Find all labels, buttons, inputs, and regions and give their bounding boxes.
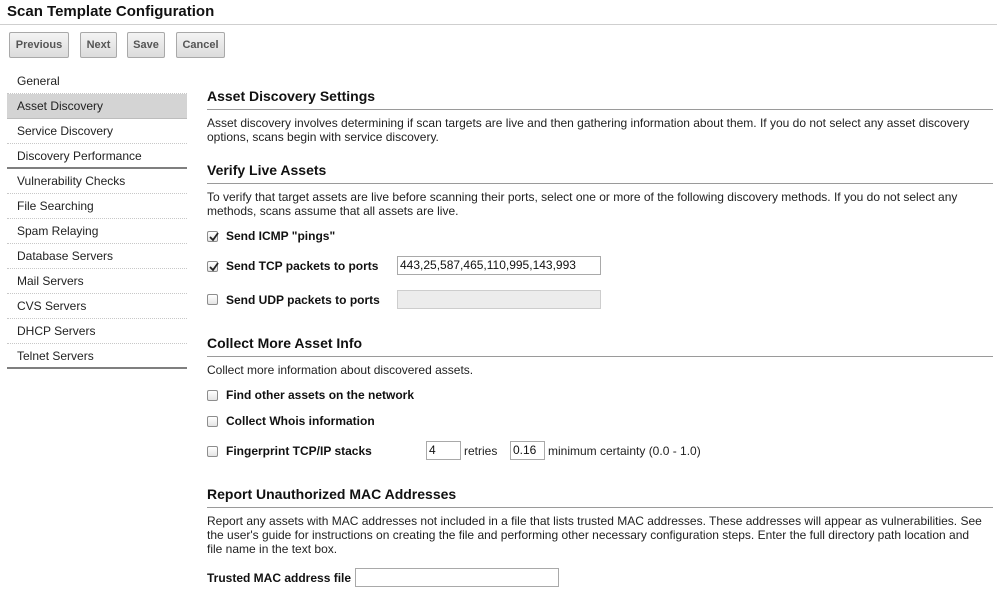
asset-discovery-heading: Asset Discovery Settings [207, 88, 376, 104]
mac-description: Report any assets with MAC addresses not included in a file that lists trusted MAC addresses. These addresses will appear as vulnerabilities. See the user's guide for instructions on creating the file and performing other necessary configuration steps. Enter the full directory path location and file name in the text box. [207, 514, 982, 556]
sidebar-item-spam-relaying[interactable]: Spam Relaying [7, 219, 187, 244]
sidebar-nav [7, 69, 187, 369]
icmp-checkbox[interactable] [207, 231, 218, 242]
fingerprint-checkbox[interactable] [207, 446, 218, 457]
certainty-input[interactable]: 0.16 [510, 441, 545, 460]
whois-label: Collect Whois information [226, 414, 375, 428]
fingerprint-label: Fingerprint TCP/IP stacks [226, 444, 372, 458]
section-divider [207, 109, 993, 110]
section-divider [207, 507, 993, 508]
udp-checkbox[interactable] [207, 294, 218, 305]
checkmark-icon [208, 231, 220, 243]
mac-heading: Report Unauthorized MAC Addresses [207, 486, 457, 502]
section-divider [207, 356, 993, 357]
next-button[interactable]: Next [80, 32, 117, 58]
sidebar-item-service-discovery[interactable]: Service Discovery [7, 119, 187, 144]
sidebar-item-discovery-performance[interactable]: Discovery Performance [7, 144, 187, 169]
sidebar-item-cvs-servers[interactable]: CVS Servers [7, 294, 187, 319]
verify-live-description: To verify that target assets are live before scanning their ports, select one or more of the following discovery methods. If you do not select any methods, scans assume that all assets are live. [207, 190, 958, 218]
asset-discovery-description: Asset discovery involves determining if scan targets are live and then gathering information about them. If you do not select any asset discovery options, scans begin with service discovery. [207, 116, 970, 144]
certainty-label: minimum certainty (0.0 - 1.0) [548, 444, 701, 458]
sidebar-item-mail-servers[interactable]: Mail Servers [7, 269, 187, 294]
sidebar-item-general[interactable]: General [7, 69, 187, 94]
verify-live-heading: Verify Live Assets [207, 162, 327, 178]
find-other-assets-label: Find other assets on the network [226, 388, 415, 402]
sidebar-item-dhcp-servers[interactable]: DHCP Servers [7, 319, 187, 344]
title-divider [0, 24, 997, 25]
tcp-label: Send TCP packets to ports [226, 259, 379, 273]
sidebar-item-file-searching[interactable]: File Searching [7, 194, 187, 219]
sidebar-item-database-servers[interactable]: Database Servers [7, 244, 187, 269]
tcp-ports-input[interactable]: 443,25,587,465,110,995,143,993 [397, 256, 601, 275]
save-button[interactable]: Save [127, 32, 165, 58]
collect-more-description: Collect more information about discovered assets. [207, 363, 474, 377]
tcp-checkbox[interactable] [207, 261, 218, 272]
section-divider [207, 183, 993, 184]
checkmark-icon [208, 261, 220, 273]
find-other-assets-checkbox[interactable] [207, 390, 218, 401]
cancel-button[interactable]: Cancel [176, 32, 225, 58]
trusted-mac-file-input[interactable] [355, 568, 559, 587]
previous-button[interactable]: Previous [9, 32, 69, 58]
collect-more-heading: Collect More Asset Info [207, 335, 363, 351]
sidebar-item-telnet-servers[interactable]: Telnet Servers [7, 344, 187, 369]
trusted-mac-file-label: Trusted MAC address file [207, 571, 352, 585]
page-title: Scan Template Configuration [7, 3, 215, 20]
sidebar-item-asset-discovery[interactable]: Asset Discovery [7, 94, 187, 119]
sidebar-item-vulnerability-checks[interactable]: Vulnerability Checks [7, 169, 187, 194]
icmp-label: Send ICMP "pings" [226, 229, 336, 243]
retries-label: retries [464, 444, 498, 458]
udp-label: Send UDP packets to ports [226, 293, 380, 307]
retries-input[interactable]: 4 [426, 441, 461, 460]
udp-ports-input[interactable] [397, 290, 601, 309]
whois-checkbox[interactable] [207, 416, 218, 427]
